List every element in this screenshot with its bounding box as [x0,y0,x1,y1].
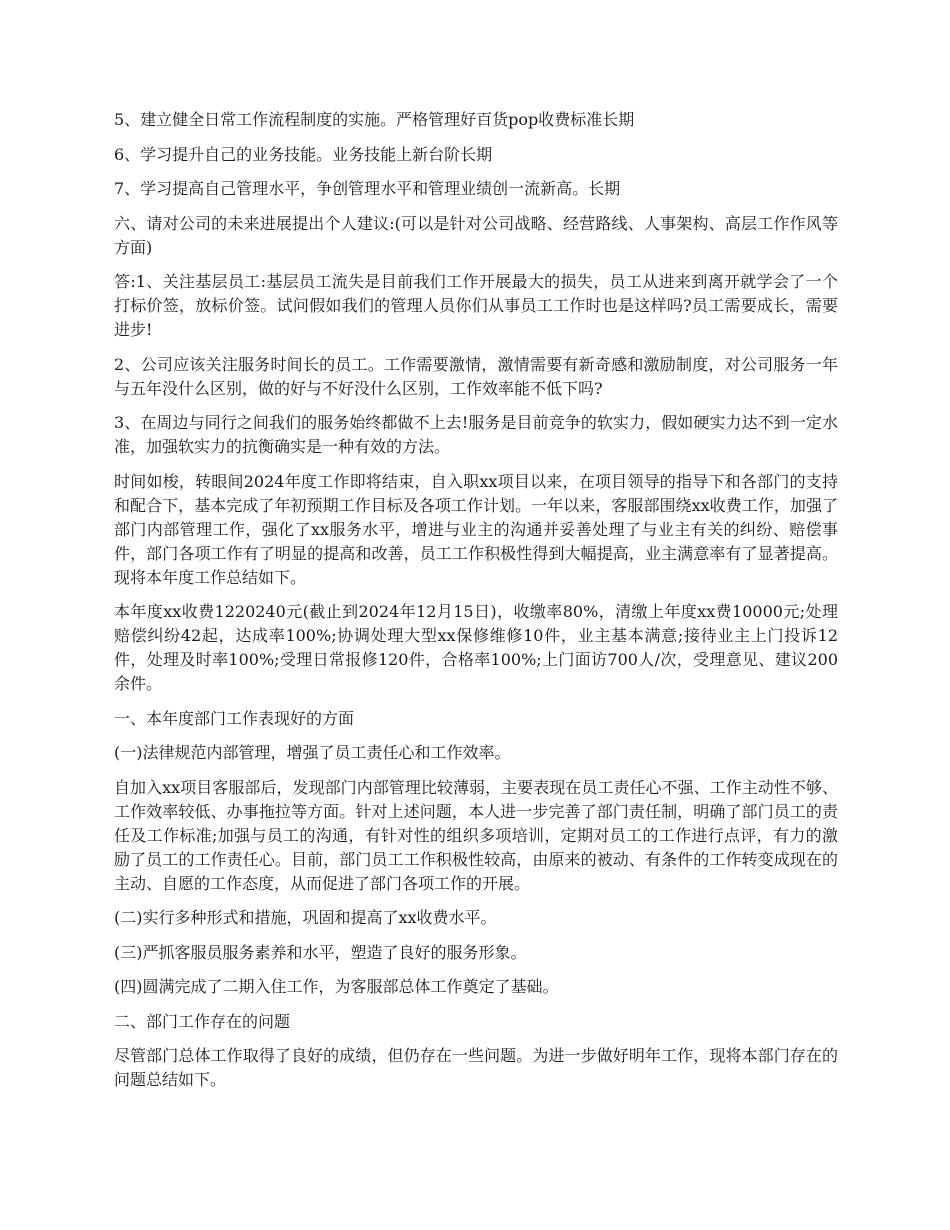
problems-intro-paragraph: 尽管部门总体工作取得了良好的成绩，但仍存在一些问题。为进一步做好明年工作，现将本部门存在的问题总结如下。 [114,1046,838,1089]
subheading-fee-collection: (二)实行多种形式和措施，巩固和提高了xx收费水平。 [114,908,497,927]
section-heading-problems: 二、部门工作存在的问题 [114,1011,291,1031]
subheading-internal-management: (一)法律规范内部管理，增强了员工责任心和工作效率。 [114,743,511,762]
subheading-service-quality: (三)严抓客服员服务素养和水平，塑造了良好的服务形象。 [114,942,527,962]
summary-intro-paragraph: 时间如梭，转眼间2024年度工作即将结束，自入职xx项目以来，在项目领导的指导下和各部门的支持和配合下，基本完成了年初预期工作目标及各项工作计划。一年以来，客服部围绕xx收费工作，加强了部门内部管理工作，强化了xx服务水平，增进与业主的沟通并妥善处理了与业主有关的纠纷、赔偿事件，部门各项工作有了明显的提高和改善，员工工作积极性得到大幅提高，业主满意率有了显著提高。现将本年度工作总结如下。 [114,471,838,587]
answer-paragraph-3: 3、在周边与同行之间我们的服务始终都做不上去!服务是目前竞争的软实力，假如硬实力达不到一定水准，加强软实力的抗衡确实是一种有效的方法。 [114,413,838,456]
internal-management-paragraph: 自加入xx项目客服部后，发现部门内部管理比较薄弱，主要表现在员工责任心不强、工作主动性不够、工作效率较低、办事拖拉等方面。针对上述问题，本人进一步完善了部门责任制，明确了部门员工的责任及工作标准;加强与员工的沟通，有针对性的组织多项培训，定期对员工的工作进行点评，有力的激励了员工的工作责任心。目前，部门员工工作积极性较高，由原来的被动、有条件的工作转变成现在的主动、自愿的工作态度，从而促进了部门各项工作的开展。 [114,777,838,893]
annual-figures-paragraph: 本年度xx收费1220240元(截止到2024年12月15日)，收缴率80%，清缴上年度xx费10000元;处理赔偿纠纷42起，达成率100%;协调处理大型xx保修维修10件，业主基本满意;接待业主上门投诉12件，处理及时率100%;受理日常报修120件，合格率100%;上门面访700人/次，受理意见、建议200余件。 [114,602,838,693]
subheading-phase-two: (四)圆满完成了二期入住工作，为客服部总体工作奠定了基础。 [114,977,559,996]
answer-paragraph-1: 答:1、关注基层员工:基层员工流失是目前我们工作开展最大的损失，员工从进来到离开就学会了一个打标价签，放标价签。试问假如我们的管理人员你们从事员工工作时也是这样吗?员工需要成长，需要进步! [114,272,838,339]
paragraph-item-5: 5、建立健全日常工作流程制度的实施。严格管理好百货pop收费标准长期 [114,110,635,129]
document-body [114,108,838,1103]
answer-paragraph-2: 2、公司应该关注服务时间长的员工。工作需要激情，激情需要有新奇感和激励制度，对公司服务一年与五年没什么区别，做的好与不好没什么区别，工作效率能不低下吗? [114,354,838,398]
paragraph-item-7: 7、学习提高自己管理水平，争创管理水平和管理业绩创一流新高。长期 [114,179,621,198]
section-heading-strengths: 一、本年度部门工作表现好的方面 [114,708,355,728]
paragraph-item-6: 6、学习提升自己的业务技能。业务技能上新台阶长期 [114,144,493,164]
section-heading-suggestions: 六、请对公司的未来进展提出个人建议:(可以是针对公司战略、经营路线、人事架构、高层工作作风等方面) [114,213,838,257]
